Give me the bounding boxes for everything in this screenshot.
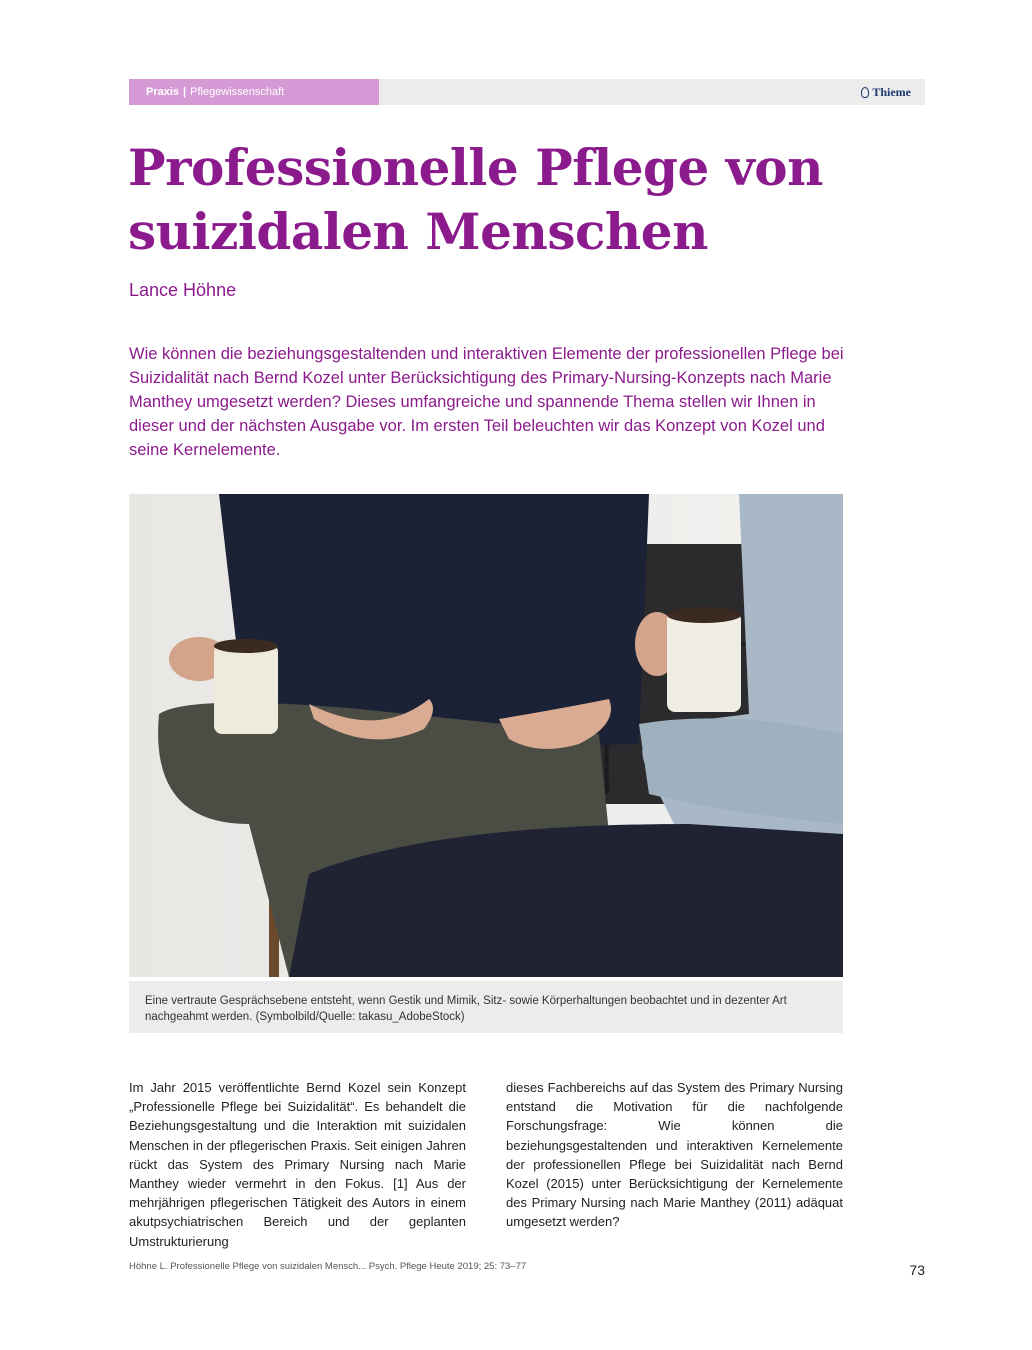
footer-citation: Höhne L. Professionelle Pflege von suizidalen Mensch... Psych. Pflege Heute 2019; 25: 73–77	[129, 1261, 527, 1272]
article-photo	[129, 494, 843, 977]
publisher-logo	[861, 79, 911, 105]
section-tag	[129, 79, 379, 105]
section-separator: |	[183, 86, 187, 98]
body-text-column-right: dieses Fachbereichs auf das System des Primary Nursing entstand die Motivation für die nachfolgende Forschungsfrage: Wie können die beziehungsgestaltenden und interaktiven Kernelemente der professionellen Pflege bei Suizidalität nach Bernd Kozel (2015) unter Berücksichtigung der Kernelemente des Primary Nursing nach Marie Manthey (2011) adäquat umgesetzt werden?	[506, 1080, 843, 1230]
publisher-name: Thieme	[872, 85, 911, 99]
subsection-label: Pflegewissenschaft	[190, 86, 285, 98]
photo-caption: Eine vertraute Gesprächsebene entsteht, wenn Gestik und Mimik, Sitz- sowie Körperhaltungen beobachtet und in dezenter Art nachgeahmt werden. (Symbolbild/Quelle: takasu_AdobeStock)	[129, 981, 843, 1033]
article-author: Lance Höhne	[129, 280, 237, 300]
page-number: 73	[909, 1262, 925, 1278]
thieme-logo-icon	[861, 87, 869, 98]
body-text-column-left: Im Jahr 2015 veröffentlichte Bernd Kozel sein Konzept „Professionelle Pflege bei Suizidalität“. Es behandelt die Beziehungsgestaltung und die Interaktion mit suizidalen Menschen in der pflegerischen Praxis. Seit einigen Jahren rückt das System des Primary Nursing nach Marie Manthey wieder vermehrt in den Fokus. [1] Aus der mehrjährigen pflegerischen Tätigkeit des Autors in einem akutpsychiatrischen Bereich und der geplanten Umstrukturierung	[129, 1080, 466, 1249]
section-label: Praxis	[146, 86, 180, 98]
running-header	[129, 79, 925, 105]
article-title: Professionelle Pflege von suizidalen Menschen	[128, 138, 823, 261]
photo-illustration	[129, 494, 843, 977]
article-abstract: Wie können die beziehungsgestaltenden und interaktiven Elemente der professionellen Pflege bei Suizidalität nach Bernd Kozel unter Berücksichtigung des Primary-Nursing-Konzepts nach Marie Manthey umgesetzt werden? Dieses umfangreiche und spannende Thema stellen wir Ihnen in dieser und der nächsten Ausgabe vor. Im ersten Teil beleuchten wir das Konzept von Kozel und seine Kernelemente.	[129, 345, 844, 459]
